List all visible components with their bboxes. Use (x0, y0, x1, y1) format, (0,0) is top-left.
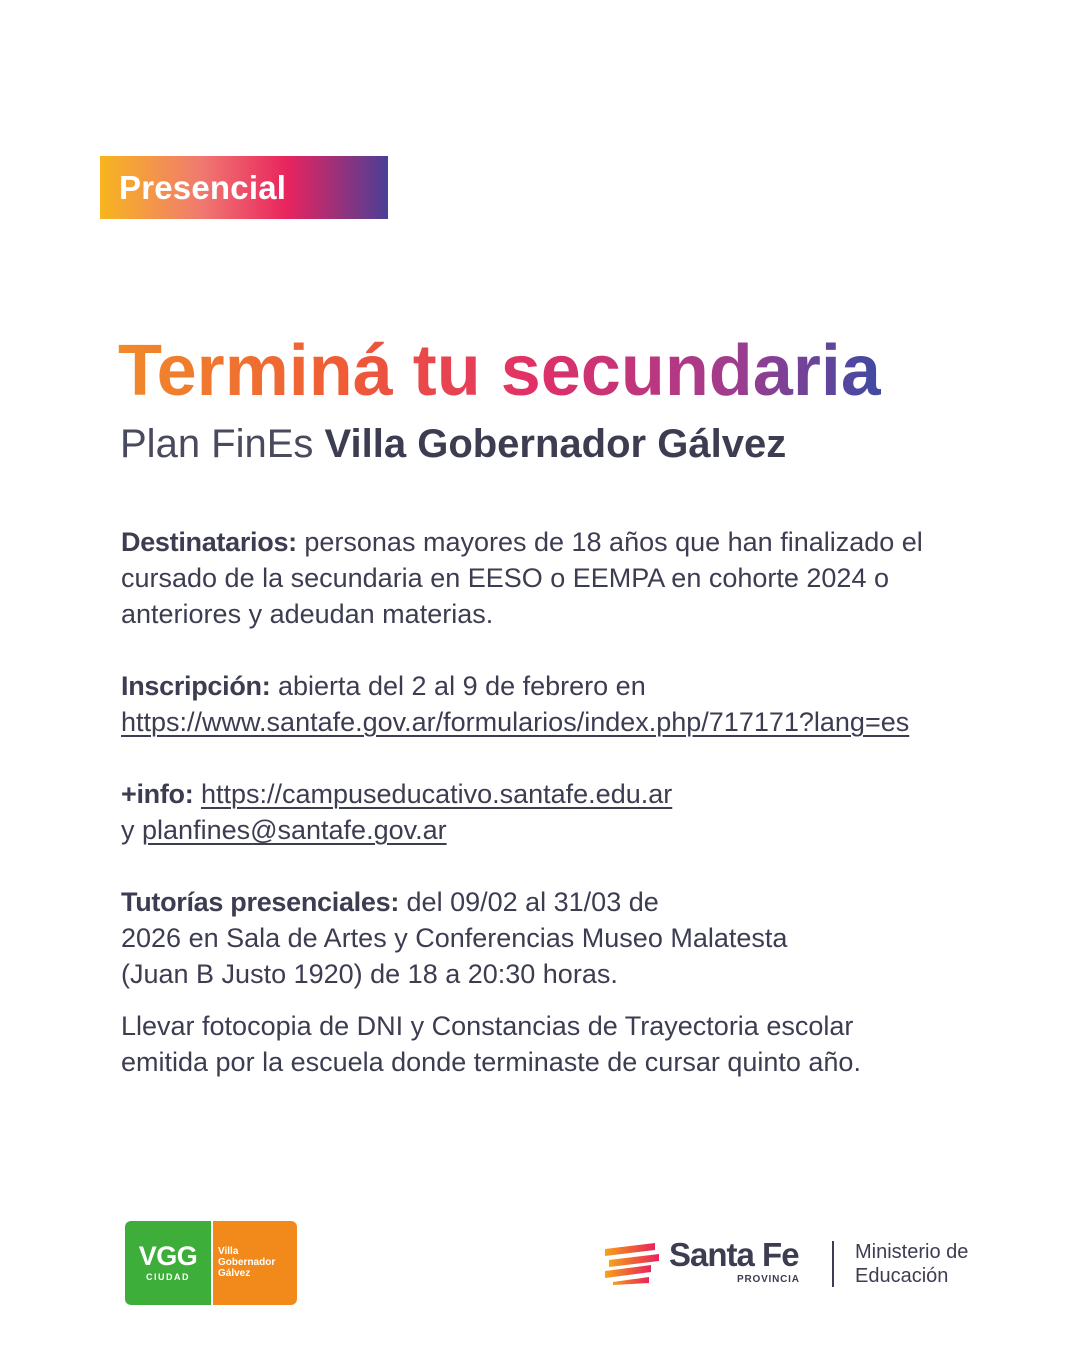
page-subtitle (120, 420, 786, 468)
vgg-logo-green-block (125, 1221, 211, 1305)
vgg-ciudad: CIUDAD (146, 1272, 190, 1282)
info-connector: y (121, 815, 135, 845)
tutorias-line3: (Juan B Justo 1920) de 18 a 20:30 horas. (121, 959, 618, 989)
destinatarios-paragraph (121, 524, 961, 632)
ministerio-label (855, 1240, 968, 1288)
subtitle-prefix: Plan FinEs (120, 422, 314, 466)
inscripcion-label: Inscripción: (121, 671, 271, 701)
info-label: +info: (121, 779, 194, 809)
santafe-logo (603, 1237, 1003, 1293)
main-content (121, 524, 1001, 1080)
tutorias-line1: del 09/02 al 31/03 de (406, 887, 659, 917)
badge-label: Presencial (119, 168, 287, 206)
vgg-line1: Villa (218, 1246, 239, 1257)
vgg-logo (125, 1221, 297, 1305)
vgg-abbr: VGG (138, 1241, 198, 1271)
vgg-logo-orange-block (213, 1221, 297, 1305)
inscripcion-paragraph (121, 668, 1001, 740)
santafe-stripes-icon (603, 1241, 663, 1285)
santafe-provincia: PROVINCIA (737, 1274, 800, 1285)
vgg-line2: Gobernador (218, 1257, 276, 1268)
destinatarios-text: personas mayores de 18 años que han finalizado el cursado de la secundaria en EESO o EEMPA en cohorte 2024 o anteriores y adeudan materias. (121, 527, 923, 629)
tutorias-label: Tutorías presenciales: (121, 887, 400, 917)
tutorias-line2: 2026 en Sala de Artes y Conferencias Museo Malatesta (121, 923, 788, 953)
destinatarios-label: Destinatarios: (121, 527, 297, 557)
subtitle-place: Villa Gobernador Gálvez (324, 422, 787, 466)
info-paragraph (121, 776, 1001, 848)
inscripcion-text: abierta del 2 al 9 de febrero en (277, 671, 646, 701)
modality-badge (100, 156, 388, 219)
ministerio-line1: Ministerio de (855, 1241, 969, 1263)
requisitos-paragraph (121, 1008, 1001, 1080)
santafe-name: Santa Fe (669, 1236, 799, 1273)
santafe-divider (832, 1241, 834, 1287)
email-link[interactable]: planfines@santafe.gov.ar (142, 815, 447, 845)
inscripcion-link[interactable]: https://www.santafe.gov.ar/formularios/index.php/717171?lang=es (121, 707, 910, 737)
page-title: Terminá tu secundaria (118, 331, 881, 411)
ministerio-line2: Educación (855, 1265, 949, 1287)
vgg-line3: Gálvez (218, 1268, 251, 1279)
campus-link[interactable]: https://campuseducativo.santafe.edu.ar (200, 779, 673, 809)
tutorias-paragraph (121, 884, 1001, 992)
requisitos-line1: Llevar fotocopia de DNI y Constancias de Trayectoria escolar (121, 1011, 854, 1041)
requisitos-line2: emitida por la escuela donde terminaste de cursar quinto año. (121, 1047, 861, 1077)
